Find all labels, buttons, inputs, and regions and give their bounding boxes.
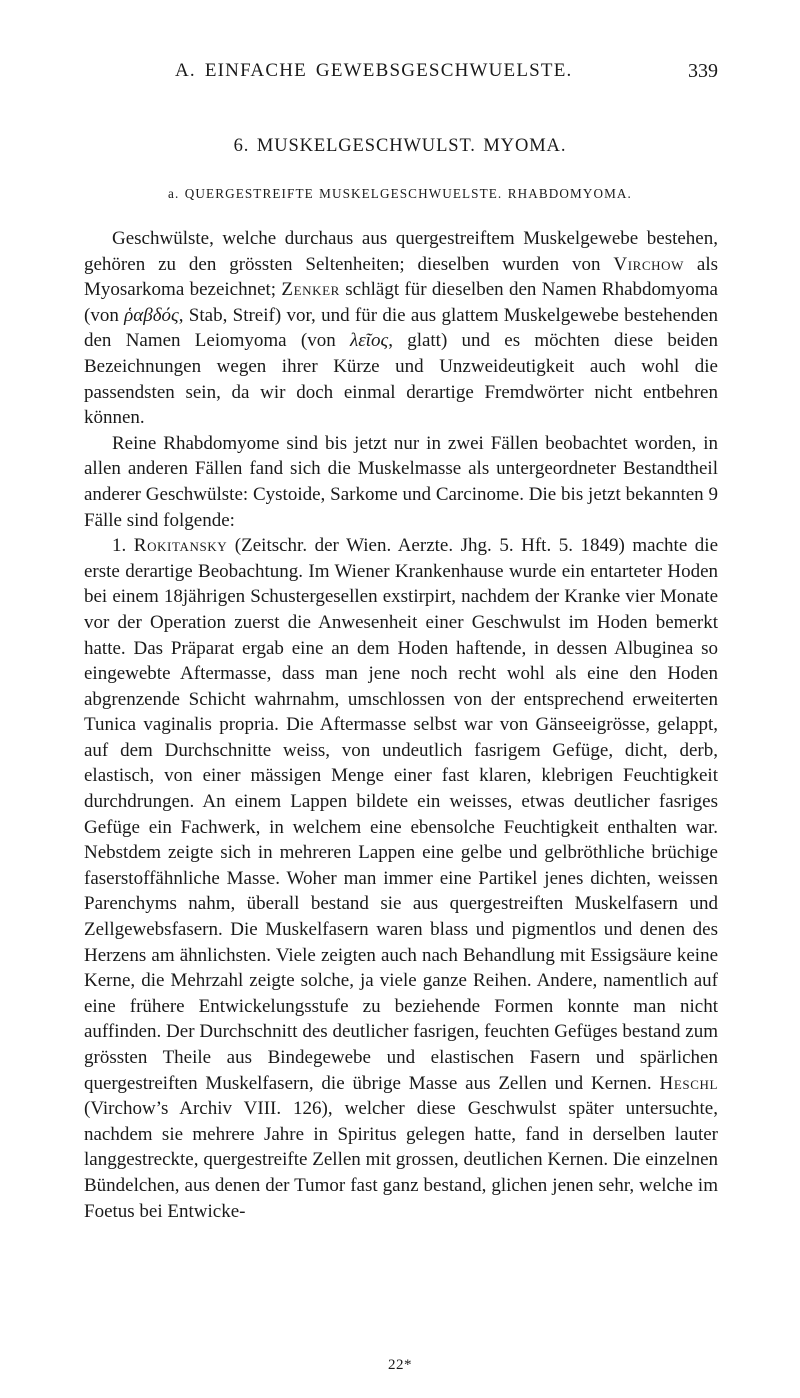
greek-word: λεῖος bbox=[349, 330, 389, 352]
text-run: , Stab, Streif) vor, und für die aus glattem Muskelgewebe bestehenden den Namen Leiomyoma (von bbox=[84, 304, 718, 352]
section-heading: 6. MUSKELGESCHWULST. MYOMA. bbox=[233, 136, 567, 156]
author-name: Virchow bbox=[613, 253, 685, 275]
subsection-heading: a. QUERGESTREIFTE MUSKELGESCHWUELSTE. RHABDOMYOMA. bbox=[168, 186, 632, 201]
greek-word: ῥαβδός bbox=[124, 304, 179, 326]
body-text bbox=[84, 226, 718, 1224]
text-run: (Zeitschr. der Wien. Aerzte. Jhg. 5. Hft. 5. 1849) machte die erste derartige Beobachtung. Im Wiener Krankenhause wurde ein entarteter Hoden bei einem 18jährigen Schustergesellen exstirpirt, nachdem der Kranke vier Monate vor der Operation zuerst die Anwesenheit einer Geschwulst im Hoden bemerkt hatte. Das Präparat ergab eine an dem Hoden haftende, in dessen Albuginea so eingewebte Aftermasse, dass man jene noch recht wohl als eine den Hoden abgrenzende Schicht wahrnahm, umschlossen von der entsprechend erweiterten Tunica vaginalis propria. Die Aftermasse selbst war von Gänseeigrösse, gelappt, auf dem Durchschnitte weiss, von undeutlich fasrigem Gefüge, dicht, derb, elastisch, von einer mässigen Menge einer fast klaren, klebrigen Feuchtigkeit durchdrungen. An einem Lappen bildete ein weisses, etwas deutlicher fasriges Gefüge ein Fachwerk, in welchem eine ebensolche Feuchtigkeit enthalten war. Nebstdem zeigte sich in mehreren Lappen eine gelbe und gelbröthliche brüchige faserstoffähnliche Masse. Woher man immer eine Partikel jenes dichten, weissen Parenchyms nahm, überall bestand sie aus quergestreiften Muskelfasern und Zellgewebsfasern. Die Muskelfasern waren blass und pigmentlos und denen des Herzens am ähnlichsten. Viele zeigten auch nach Behandlung mit Essigsäure keine Kerne, die Mehrzahl zeigte solche, ja viele ganze Reihen. Andere, namentlich auf eine frühere Entwickelungsstufe zu beziehende Formen konnte man nicht auffinden. Der Durchschnitt des deutlicher fasrigen, feuchten Gefüges bestand zum grössten Theile aus Bindegewebe und elastischen Fasern und spärlichen quergestreiften Muskelfasern, die übrige Masse aus Zellen und Kernen. bbox=[84, 535, 719, 1094]
author-name: Rokitansky bbox=[133, 535, 228, 557]
paragraph-intro bbox=[84, 226, 718, 431]
page-number: 339 bbox=[688, 60, 718, 82]
paragraph-case-1 bbox=[84, 533, 718, 1224]
signature-mark: 22* bbox=[388, 1357, 412, 1373]
text-run: schlägt für dieselben den Namen Rhabdomyoma (von bbox=[84, 279, 718, 326]
author-name: Zenker bbox=[281, 279, 340, 301]
running-head bbox=[0, 60, 800, 88]
text-run: Geschwülste, welche durchaus aus quergestreiftem Muskelgewebe bestehen, gehören zu den grössten Seltenheiten; dieselben wurden von bbox=[84, 228, 718, 275]
text-run: , glatt) und es möchten diese beiden Bezeichnungen wegen ihrer Kürze und Unzweideutigkeit auch wohl die passendsten sein, da wir doch einmal derartige Fremdwörter nicht entbehren können. bbox=[84, 330, 718, 429]
text-run: als Myosarkoma bezeichnet; bbox=[84, 253, 719, 301]
running-title: A. EINFACHE GEWEBSGESCHWUELSTE. bbox=[175, 60, 573, 81]
paragraph-cases-overview bbox=[84, 431, 718, 533]
text-run: (Virchow’s Archiv VIII. 126), welcher diese Geschwulst später untersuchte, nachdem sie mehrere Jahre in Spiritus gelegen hatte, fand in derselben lauter langgestreckte, quergestreifte Zellen mit grossen, deutlichen Kernen. Die einzelnen Bündelchen, aus denen der Tumor fast ganz bestand, glichen jenen sehr, welche im Foetus bei Entwicke- bbox=[84, 1098, 718, 1222]
text-run: Reine Rhabdomyome sind bis jetzt nur in zwei Fällen beobachtet worden, in allen anderen Fällen fand sich die Muskelmasse als untergeordneter Bestandtheil anderer Geschwülste: Cystoide, Sarkome und Carcinome. Die bis jetzt bekannten 9 Fälle sind folgende: bbox=[84, 432, 718, 531]
author-name: Heschl bbox=[659, 1072, 718, 1094]
text-run: 1. bbox=[112, 535, 134, 557]
